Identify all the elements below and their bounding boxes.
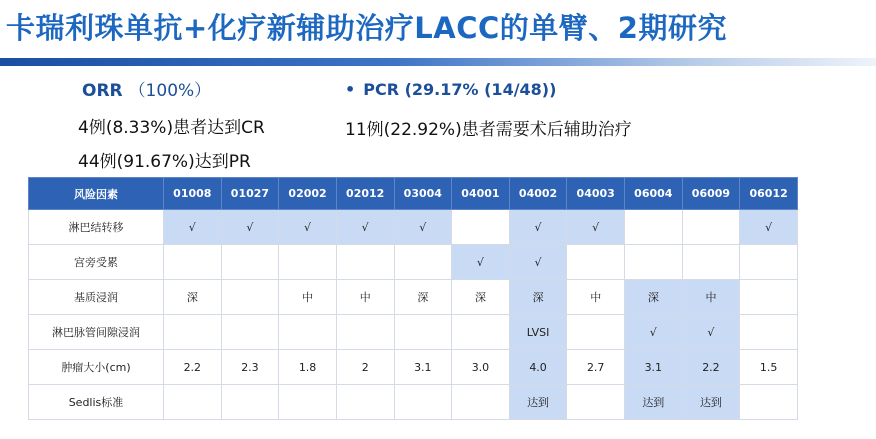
table-row	[29, 280, 798, 315]
table-cell: 中	[682, 280, 740, 315]
table-cell: √	[682, 315, 740, 350]
header-patient-id: 06004	[625, 178, 683, 210]
header-patient-id: 02002	[279, 178, 337, 210]
table-cell: 4.0	[509, 350, 567, 385]
header-patient-id: 02012	[336, 178, 394, 210]
table-cell: √	[336, 210, 394, 245]
table-cell	[740, 315, 798, 350]
bullet-icon: •	[345, 80, 356, 99]
table-cell	[221, 385, 279, 420]
table-cell: 2.2	[164, 350, 222, 385]
table-cell	[279, 245, 337, 280]
row-label: 肿瘤大小(cm)	[29, 350, 164, 385]
row-label: Sedlis标准	[29, 385, 164, 420]
table-cell: 深	[509, 280, 567, 315]
table-cell: 3.0	[452, 350, 510, 385]
table-cell	[394, 315, 452, 350]
table-cell: 深	[625, 280, 683, 315]
table-cell	[336, 315, 394, 350]
table-cell: √	[164, 210, 222, 245]
pr-result: 44例(91.67%)达到PR	[78, 152, 251, 172]
row-label: 淋巴结转移	[29, 210, 164, 245]
table-cell: √	[740, 210, 798, 245]
table-cell	[164, 385, 222, 420]
table-cell	[164, 315, 222, 350]
table-cell: 中	[567, 280, 625, 315]
table-cell: 1.5	[740, 350, 798, 385]
table-cell: √	[625, 315, 683, 350]
table-row	[29, 385, 798, 420]
table-cell: √	[509, 245, 567, 280]
pcr-heading	[345, 80, 556, 99]
header-risk-factor: 风险因素	[29, 178, 164, 210]
table-cell	[221, 245, 279, 280]
table-cell	[740, 280, 798, 315]
row-label: 淋巴脉管间隙浸润	[29, 315, 164, 350]
table-cell	[567, 385, 625, 420]
table-cell	[336, 245, 394, 280]
table-cell	[336, 385, 394, 420]
adjuvant-result: 11例(22.92%)患者需要术后辅助治疗	[345, 120, 632, 140]
table-cell	[452, 385, 510, 420]
table-cell	[221, 315, 279, 350]
table-cell	[279, 315, 337, 350]
header-patient-id: 04002	[509, 178, 567, 210]
table-header-row	[29, 178, 798, 210]
table-cell	[567, 315, 625, 350]
table-cell: 达到	[682, 385, 740, 420]
row-label: 宫旁受累	[29, 245, 164, 280]
table-cell: LVSI	[509, 315, 567, 350]
table-cell: 深	[164, 280, 222, 315]
orr-label: ORR	[82, 81, 123, 101]
table-cell: 深	[394, 280, 452, 315]
table-cell	[625, 210, 683, 245]
header-patient-id: 06009	[682, 178, 740, 210]
table-row	[29, 315, 798, 350]
table-cell	[625, 245, 683, 280]
header-patient-id: 03004	[394, 178, 452, 210]
header-patient-id: 06012	[740, 178, 798, 210]
table-cell	[221, 280, 279, 315]
table-cell	[452, 315, 510, 350]
table-cell: √	[567, 210, 625, 245]
risk-factor-table	[28, 177, 798, 420]
header-patient-id: 01008	[164, 178, 222, 210]
table-cell: 中	[336, 280, 394, 315]
table-cell	[740, 245, 798, 280]
table-cell: 3.1	[394, 350, 452, 385]
table-cell: √	[452, 245, 510, 280]
table-cell: 2.7	[567, 350, 625, 385]
title-underline-bar	[0, 58, 876, 66]
table-cell: 3.1	[625, 350, 683, 385]
table-cell	[682, 245, 740, 280]
table-cell	[567, 245, 625, 280]
table-cell: 深	[452, 280, 510, 315]
table-cell	[452, 210, 510, 245]
table-cell: 中	[279, 280, 337, 315]
table-cell	[394, 385, 452, 420]
table-cell	[279, 385, 337, 420]
header-patient-id: 04003	[567, 178, 625, 210]
pcr-label: PCR (29.17% (14/48))	[363, 80, 557, 99]
table-cell	[394, 245, 452, 280]
table-cell: 2	[336, 350, 394, 385]
table-cell	[682, 210, 740, 245]
table-cell: 2.2	[682, 350, 740, 385]
header-patient-id: 01027	[221, 178, 279, 210]
cr-result: 4例(8.33%)患者达到CR	[78, 118, 265, 138]
table-cell: √	[394, 210, 452, 245]
orr-value: （100%）	[128, 81, 212, 101]
table-cell: √	[509, 210, 567, 245]
table-row	[29, 350, 798, 385]
orr-heading	[82, 76, 211, 101]
table-cell: √	[221, 210, 279, 245]
slide-title: 卡瑞利珠单抗+化疗新辅助治疗LACC的单臂、2期研究	[6, 11, 727, 45]
table-cell: 1.8	[279, 350, 337, 385]
table-cell	[740, 385, 798, 420]
table-cell: 达到	[509, 385, 567, 420]
table-cell: 达到	[625, 385, 683, 420]
table-cell: 2.3	[221, 350, 279, 385]
row-label: 基质浸润	[29, 280, 164, 315]
table-cell	[164, 245, 222, 280]
table-row	[29, 245, 798, 280]
table-row	[29, 210, 798, 245]
table-cell: √	[279, 210, 337, 245]
header-patient-id: 04001	[452, 178, 510, 210]
